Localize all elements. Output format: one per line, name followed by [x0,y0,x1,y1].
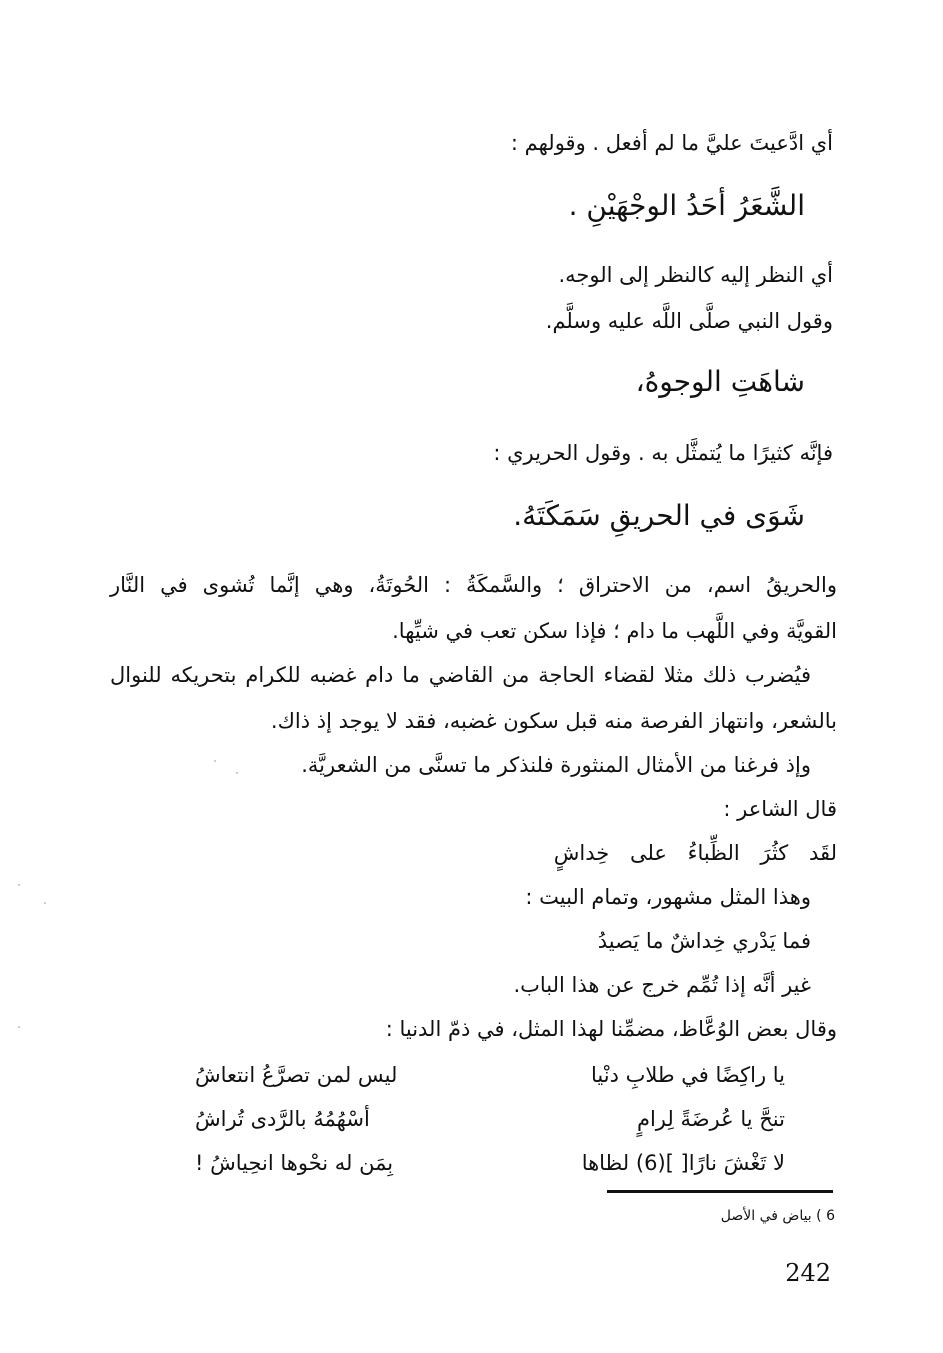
verse-1-second-hemistich: ليس لمن تصرَّعُ انتعاشُ [195,1063,398,1087]
verse-3-second-hemistich: بِمَن له نحْوها انحِياشُ ! [195,1151,394,1175]
paragraph-2-line-2: بالشعر، وانتهاز الفرصة منه قبل سكون غضبه، فقد لا يوجد إذ ذاك. [270,709,837,733]
paragraph-1-line-2: القويَّة وفي اللَّهب ما دام ؛ فإذا سكن تعب في شيِّها. [392,619,837,643]
verse-hemistich-2: فما يَدْري خِداشٌ ما يَصيدُ [597,929,811,953]
text-line-6: غير أنَّه إذا تُمِّم خرج عن هذا الباب. [513,973,811,997]
verse-2-second-hemistich: أسْهُمُهُ بالرَّدى تُراشُ [195,1107,370,1131]
scan-speck [44,902,46,904]
text-line-7: وقال بعض الوُعَّاظ، مضمِّنا لهذا المثل، في ذمّ الدنيا : [385,1017,837,1041]
text-line-5: وهذا المثل مشهور، وتمام البيت : [525,885,811,909]
scan-speck [214,760,216,762]
footnote-separator [607,1190,833,1193]
paragraph-2-line-1: فيُضرب ذلك مثلا لقضاء الحاجة من القاضي ما دام غضبه للكرام بتحريكه للنوال [110,663,811,687]
paragraph-3-line-1: وإذ فرغنا من الأمثال المنثورة فلنذكر ما تسنَّى من الشعريَّة. [301,753,811,777]
proverb-heading-1: الشَّعَرُ أحَدُ الوجْهَيْنِ . [568,189,805,222]
poem-verse-1 [195,1060,785,1090]
verse-hemistich-1: لقَد كثُرَ الظِّباءُ على خِداشٍ [553,841,837,865]
text-line-3: وقول النبي صلَّى اللَّه عليه وسلَّم. [545,309,833,333]
poem-verse-2 [195,1104,785,1134]
scan-speck [236,772,238,774]
text-line-4: فإنَّه كثيرًا ما يُتمثَّل به . وقول الحريري : [493,441,833,465]
page-number: 242 [785,1259,831,1287]
proverb-heading-3: شَوَى في الحريقِ سَمَكَتَهُ. [513,499,805,532]
text-line-2: أي النظر إليه كالنظر إلى الوجه. [558,263,833,287]
verse-2-first-hemistich: تنحَّ يا عُرضَةً لِرامٍ [636,1107,785,1131]
footnote: 6 ) بياض في الأصل [720,1208,835,1224]
text-line-1: أي ادَّعيتَ عليَّ ما لم أفعل . وقولهم : [510,131,833,155]
verse-1-first-hemistich: يا راكِضًا في طلابِ دنْيا [590,1063,785,1087]
scan-speck [18,1026,20,1028]
poem-verse-3 [195,1148,785,1178]
proverb-heading-2: شاهَتِ الوجوهُ، [635,365,805,398]
scan-speck [18,884,20,886]
verse-3-first-hemistich: لا تَغْشَ نارًا[ ](6) لظاها [581,1151,785,1175]
text-line-poet-said: قال الشاعر : [723,797,837,821]
paragraph-1-line-1: والحريقُ اسم، من الاحتراق ؛ والسَّمكَةُ : الحُوتَةُ، وهي إنَّما تُشوى في النَّار [110,573,837,597]
